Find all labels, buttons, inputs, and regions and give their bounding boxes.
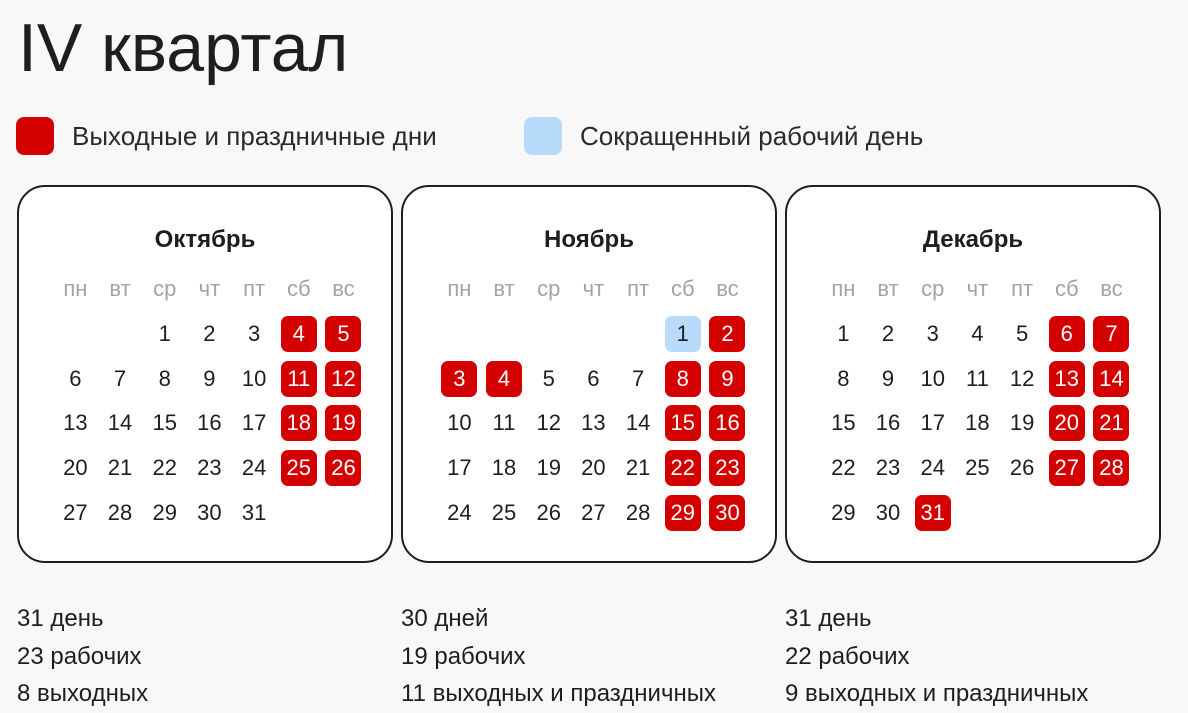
stats-october xyxy=(17,600,148,713)
weekday-header: вс xyxy=(716,276,739,302)
holiday-day xyxy=(660,490,705,535)
day-number: 13 xyxy=(1049,361,1085,397)
day-number: 9 xyxy=(709,361,745,397)
day-number: 6 xyxy=(1049,316,1085,352)
working-day: 24 xyxy=(241,455,267,481)
empty-cell xyxy=(437,312,482,357)
holiday-day xyxy=(437,356,482,401)
working-day: 5 xyxy=(542,365,555,391)
working-day: 23 xyxy=(197,455,222,481)
working-day: 7 xyxy=(631,365,645,391)
holiday-day xyxy=(1044,446,1089,491)
stats-december xyxy=(785,600,1088,713)
holiday-day xyxy=(321,401,366,446)
working-day: 15 xyxy=(831,410,856,436)
weekday-header: пт xyxy=(243,276,266,302)
working-day: 16 xyxy=(875,410,901,436)
day-number: 8 xyxy=(665,361,701,397)
working-day: 24 xyxy=(920,455,945,481)
day-number: 28 xyxy=(1093,450,1129,486)
stats-november xyxy=(401,600,716,713)
working-day: 8 xyxy=(158,365,171,391)
holiday-day xyxy=(276,401,321,446)
weekday-header: ср xyxy=(537,276,561,302)
holiday-day xyxy=(276,312,321,357)
stats-off-days: 9 выходных и праздничных xyxy=(785,680,1089,707)
working-day: 31 xyxy=(241,499,267,525)
day-number: 26 xyxy=(325,450,361,486)
empty-cell xyxy=(98,312,143,357)
day-number: 21 xyxy=(1093,405,1129,441)
day-number: 4 xyxy=(486,361,522,397)
legend xyxy=(16,116,1116,156)
day-number: 4 xyxy=(281,316,317,352)
weekday-header: пт xyxy=(627,276,650,302)
weekday-header: сб xyxy=(1054,276,1079,302)
weekday-header: вс xyxy=(332,276,355,302)
working-day: 9 xyxy=(203,365,216,391)
stats-working-days: 19 рабочих xyxy=(401,642,526,670)
empty-cell xyxy=(482,312,527,357)
working-day: 12 xyxy=(536,410,561,436)
working-day: 27 xyxy=(63,499,88,525)
holiday-day xyxy=(482,356,527,401)
holiday-day xyxy=(321,312,366,357)
working-day: 29 xyxy=(152,499,177,525)
empty-cell xyxy=(53,312,98,357)
working-day: 1 xyxy=(158,321,171,347)
weekday-header: чт xyxy=(582,276,605,302)
day-number: 5 xyxy=(325,316,361,352)
working-day: 19 xyxy=(536,455,561,481)
holiday-day xyxy=(705,490,750,535)
working-day: 15 xyxy=(152,410,177,436)
working-day: 26 xyxy=(536,499,561,525)
holiday-day xyxy=(660,356,705,401)
empty-cell xyxy=(571,312,616,357)
working-day: 5 xyxy=(1015,321,1029,347)
day-number: 20 xyxy=(1049,405,1085,441)
day-number: 16 xyxy=(709,405,745,441)
empty-cell xyxy=(616,312,661,357)
day-number: 11 xyxy=(281,361,317,397)
working-day: 13 xyxy=(63,410,88,436)
holiday-day xyxy=(910,490,955,535)
weekday-header: чт xyxy=(198,276,221,302)
stats-total-days: 31 день xyxy=(17,605,104,632)
working-day: 20 xyxy=(581,455,606,481)
weekday-header: сб xyxy=(670,276,695,302)
working-day: 1 xyxy=(837,321,850,347)
calendar-grid xyxy=(437,267,750,535)
day-number: 27 xyxy=(1049,450,1085,486)
day-number: 14 xyxy=(1093,361,1129,397)
holiday-day xyxy=(321,356,366,401)
legend-label-holidays: Выходные и праздничные дни xyxy=(72,120,437,151)
working-day: 3 xyxy=(926,321,939,347)
working-day: 22 xyxy=(152,455,177,481)
working-day: 14 xyxy=(107,410,133,436)
holiday-day xyxy=(276,446,321,491)
working-day: 11 xyxy=(492,410,516,436)
working-day: 2 xyxy=(203,321,216,347)
day-number: 1 xyxy=(665,316,701,352)
working-day: 29 xyxy=(831,499,856,525)
working-day: 11 xyxy=(965,365,989,391)
legend-item-holidays xyxy=(16,116,437,156)
day-number: 19 xyxy=(325,405,361,441)
day-number: 15 xyxy=(665,405,701,441)
day-number: 23 xyxy=(709,450,745,486)
holiday-day xyxy=(705,356,750,401)
holiday-day xyxy=(1044,312,1089,357)
stats-total-days: 30 дней xyxy=(401,605,489,632)
working-day: 30 xyxy=(197,499,222,525)
working-day: 18 xyxy=(965,410,990,436)
empty-cell xyxy=(526,312,571,357)
weekday-header: пн xyxy=(831,276,856,302)
working-day: 3 xyxy=(247,321,261,347)
working-day: 6 xyxy=(587,365,600,391)
working-day: 16 xyxy=(197,410,222,436)
working-day: 12 xyxy=(1009,365,1035,391)
working-day: 21 xyxy=(107,455,133,481)
stats-off-days: 11 выходных и праздничных xyxy=(401,680,716,707)
holiday-day xyxy=(1044,401,1089,446)
month-card-november xyxy=(401,185,777,563)
working-day: 17 xyxy=(447,455,472,481)
working-day: 17 xyxy=(920,410,945,436)
holiday-day xyxy=(1089,356,1134,401)
calendar-grid xyxy=(821,267,1134,535)
short-day xyxy=(660,312,705,357)
month-title: Декабрь xyxy=(922,226,1024,253)
month-card-october xyxy=(17,185,393,563)
holiday-day xyxy=(276,356,321,401)
legend-item-short-day xyxy=(524,116,923,156)
day-number: 29 xyxy=(665,495,701,531)
short-day-swatch xyxy=(524,117,562,155)
stats-total-days: 31 день xyxy=(785,605,872,632)
weekday-header: пн xyxy=(447,276,472,302)
holiday-day xyxy=(660,446,705,491)
holiday-day xyxy=(705,446,750,491)
working-day: 4 xyxy=(971,321,984,347)
day-number: 18 xyxy=(281,405,317,441)
weekday-header: вт xyxy=(109,276,131,302)
working-day: 13 xyxy=(581,410,606,436)
day-number: 3 xyxy=(441,361,477,397)
day-number: 12 xyxy=(325,361,361,397)
weekday-header: пн xyxy=(63,276,88,302)
stats-working-days: 23 рабочих xyxy=(17,642,142,670)
working-day: 2 xyxy=(881,321,895,347)
holiday-day xyxy=(1089,312,1134,357)
working-day: 18 xyxy=(491,455,517,481)
working-day: 9 xyxy=(881,365,895,391)
month-title: Октябрь xyxy=(154,226,256,253)
legend-label-short-day: Сокращенный рабочий день xyxy=(580,120,924,151)
weekday-header: сб xyxy=(286,276,311,302)
holiday-day xyxy=(705,312,750,357)
holiday-day xyxy=(321,446,366,491)
weekday-header: ср xyxy=(153,276,177,302)
weekday-header: чт xyxy=(966,276,989,302)
holiday-swatch xyxy=(16,117,54,155)
holiday-day xyxy=(705,401,750,446)
working-day: 10 xyxy=(920,365,945,391)
working-day: 14 xyxy=(625,410,651,436)
working-day: 10 xyxy=(241,365,267,391)
working-day: 7 xyxy=(113,365,127,391)
working-day: 10 xyxy=(447,410,472,436)
month-title: Ноябрь xyxy=(544,226,634,253)
holiday-day xyxy=(660,401,705,446)
holiday-day xyxy=(1089,401,1134,446)
calendar-grid xyxy=(53,267,366,535)
day-number: 7 xyxy=(1093,316,1129,352)
working-day: 19 xyxy=(1009,410,1035,436)
weekday-header: вт xyxy=(493,276,515,302)
weekday-header: вс xyxy=(1100,276,1123,302)
day-number: 30 xyxy=(709,495,745,531)
working-day: 26 xyxy=(1009,455,1035,481)
working-day: 28 xyxy=(107,499,133,525)
month-card-december xyxy=(785,185,1161,563)
day-number: 2 xyxy=(709,316,745,352)
day-number: 25 xyxy=(281,450,317,486)
day-number: 31 xyxy=(915,495,951,531)
day-number: 22 xyxy=(665,450,701,486)
working-day: 25 xyxy=(965,455,990,481)
working-day: 25 xyxy=(491,499,517,525)
working-day: 6 xyxy=(69,365,82,391)
working-day: 30 xyxy=(875,499,901,525)
working-day: 24 xyxy=(447,499,472,525)
working-day: 23 xyxy=(875,455,901,481)
holiday-day xyxy=(1044,356,1089,401)
working-day: 20 xyxy=(63,455,88,481)
weekday-header: ср xyxy=(921,276,945,302)
weekday-header: вт xyxy=(877,276,899,302)
holiday-day xyxy=(1089,446,1134,491)
weekday-header: пт xyxy=(1011,276,1034,302)
working-day: 27 xyxy=(581,499,606,525)
working-day: 21 xyxy=(625,455,651,481)
stats-working-days: 22 рабочих xyxy=(785,642,910,670)
working-day: 8 xyxy=(837,365,850,391)
stats-off-days: 8 выходных xyxy=(17,680,149,707)
working-day: 22 xyxy=(831,455,856,481)
page-title: IV квартал xyxy=(18,10,349,86)
working-day: 28 xyxy=(625,499,651,525)
working-day: 17 xyxy=(241,410,267,436)
